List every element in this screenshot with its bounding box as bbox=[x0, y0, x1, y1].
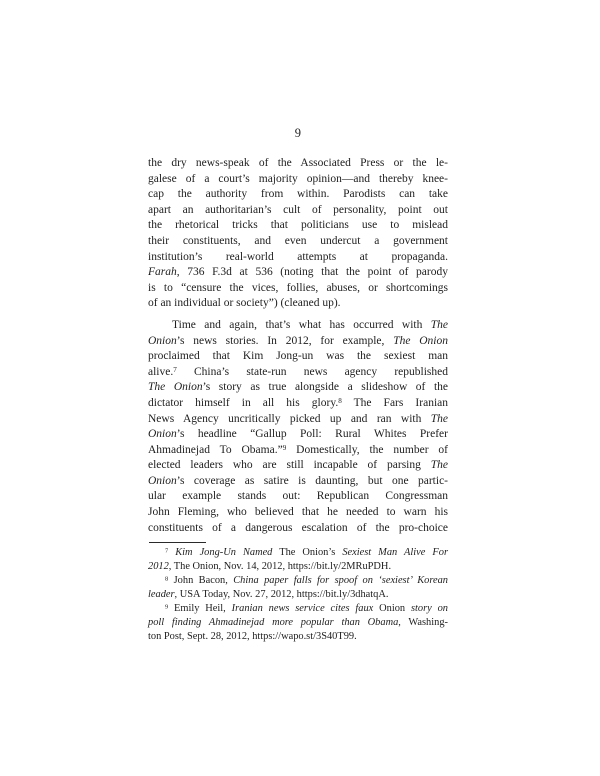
footnote-9 bbox=[148, 602, 448, 644]
text-segment: Domestically, the number of bbox=[286, 443, 448, 456]
italic-text: The bbox=[430, 459, 448, 472]
text-line bbox=[148, 318, 448, 334]
footnote-reference: 7 bbox=[173, 365, 177, 374]
italic-text: The Onion bbox=[148, 381, 203, 394]
footnote-reference: 9 bbox=[165, 603, 169, 611]
text-segment: apart an authoritarian’s cult of personality, point out bbox=[148, 203, 448, 216]
text-line bbox=[148, 234, 448, 250]
paragraph-2 bbox=[148, 318, 448, 536]
text-line bbox=[148, 521, 448, 537]
italic-text: Farah bbox=[148, 266, 177, 279]
footnote-8 bbox=[148, 574, 448, 602]
text-segment: ’s story as true alongside a slideshow of the bbox=[202, 381, 448, 394]
text-segment: China’s state-run news agency republished bbox=[176, 365, 448, 378]
footnote-separator-rule bbox=[149, 542, 206, 543]
text-segment: elected leaders who are still incapable of parsing bbox=[148, 459, 431, 472]
text-segment: John Bacon, bbox=[168, 575, 234, 586]
text-line bbox=[148, 630, 448, 644]
text-line bbox=[148, 265, 448, 281]
text-line bbox=[148, 458, 448, 474]
body-text bbox=[148, 156, 448, 536]
text-segment: of an individual or society”) (cleaned up). bbox=[148, 297, 341, 310]
text-segment: Time and again, that’s what has occurred with bbox=[172, 318, 431, 331]
text-line bbox=[148, 546, 448, 560]
text-segment: ’s news stories. In 2012, for example, bbox=[176, 334, 394, 347]
text-segment: Onion bbox=[373, 603, 411, 614]
text-segment: The Fars Iranian bbox=[341, 396, 448, 409]
italic-text: China paper falls for spoof on ‘sexiest’ Korean bbox=[233, 575, 448, 586]
text-line bbox=[148, 203, 448, 219]
text-segment: , Washing- bbox=[398, 617, 448, 628]
text-segment: dictator himself in all his glory. bbox=[148, 396, 339, 409]
footnote-reference: 7 bbox=[165, 547, 169, 555]
italic-text: Sexiest Man Alive For bbox=[342, 547, 448, 558]
text-segment: ton Post, Sept. 28, 2012, https://wapo.st/3S40T99. bbox=[148, 631, 357, 642]
text-line bbox=[148, 427, 448, 443]
text-segment: , USA Today, Nov. 27, 2012, https://bit.ly/3dhatqA. bbox=[174, 589, 389, 600]
text-segment: proclaimed that Kim Jong-un was the sexiest man bbox=[148, 350, 448, 363]
italic-text: The bbox=[430, 412, 448, 425]
text-line bbox=[148, 602, 448, 616]
text-segment: the dry news-speak of the Associated Press or the le- bbox=[148, 157, 448, 169]
text-line bbox=[148, 156, 448, 172]
text-segment: ’s headline “Gallup Poll: Rural Whites Prefer bbox=[176, 428, 448, 441]
text-line bbox=[148, 505, 448, 521]
text-line bbox=[148, 250, 448, 266]
text-line bbox=[148, 560, 448, 574]
italic-text: The Onion bbox=[393, 334, 448, 347]
text-segment: News Agency uncritically picked up and ran with bbox=[148, 412, 431, 425]
text-segment: alive. bbox=[148, 365, 174, 378]
text-segment: the rhetorical tricks that politicians use to mislead bbox=[148, 219, 448, 232]
text-segment: their constituents, and even undercut a government bbox=[148, 234, 448, 247]
paragraph-1 bbox=[148, 156, 448, 312]
text-line bbox=[148, 187, 448, 203]
footnote-reference: 9 bbox=[282, 443, 287, 452]
italic-text: The bbox=[430, 318, 448, 331]
text-segment: galese of a court’s majority opinion—and thereby knee- bbox=[148, 172, 448, 185]
text-line bbox=[148, 349, 448, 365]
text-line bbox=[148, 281, 448, 297]
italic-text: Kim Jong-Un Named bbox=[175, 547, 273, 558]
text-line bbox=[148, 412, 448, 428]
text-line bbox=[148, 443, 448, 459]
text-segment: ’s coverage as satire is daunting, but one partic- bbox=[176, 474, 448, 487]
page-number: 9 bbox=[294, 126, 302, 140]
italic-text: Onion bbox=[148, 474, 177, 487]
text-segment: is to “censure the vices, follies, abuses, or shortcomings bbox=[148, 281, 448, 294]
text-line bbox=[148, 489, 448, 505]
text-line bbox=[148, 296, 448, 312]
text-line bbox=[148, 380, 448, 396]
text-segment: , 736 F.3d at 536 (noting that the point of parody bbox=[176, 266, 448, 279]
text-line bbox=[148, 616, 448, 630]
text-line bbox=[148, 172, 448, 188]
italic-text: story on bbox=[410, 603, 448, 614]
text-line bbox=[148, 218, 448, 234]
text-segment: The Onion’s bbox=[272, 547, 343, 558]
italic-text: Onion bbox=[148, 428, 177, 441]
text-segment: institution’s real-world attempts at propaganda. bbox=[148, 250, 448, 263]
text-line bbox=[148, 474, 448, 490]
text-line bbox=[148, 588, 448, 602]
text-segment: Emily Heil, bbox=[168, 603, 232, 614]
text-segment: cap the authority from within. Parodists can take bbox=[148, 188, 448, 201]
text-line bbox=[148, 334, 448, 350]
text-line bbox=[148, 574, 448, 588]
text-segment: constituents of a dangerous escalation of the pro-choice bbox=[148, 521, 448, 534]
text-segment: John Fleming, who believed that he needed to warn his bbox=[148, 506, 448, 519]
text-segment: Ahmadinejad To Obama.” bbox=[148, 443, 283, 456]
text-line bbox=[148, 365, 448, 381]
italic-text: leader bbox=[148, 589, 175, 600]
footnote-reference: 8 bbox=[165, 575, 169, 583]
italic-text: poll finding Ahmadinejad more popular than Obama bbox=[148, 617, 399, 628]
italic-text: Iranian news service cites faux bbox=[231, 603, 374, 614]
text-segment: , The Onion, Nov. 14, 2012, https://bit.ly/2MRuPDH. bbox=[168, 561, 392, 572]
text-segment: ular example stands out: Republican Congressman bbox=[148, 490, 448, 503]
text-line bbox=[148, 396, 448, 412]
italic-text: Onion bbox=[148, 334, 177, 347]
footnote-7 bbox=[148, 546, 448, 574]
footnotes bbox=[148, 546, 448, 644]
italic-text: 2012 bbox=[148, 561, 169, 572]
footnote-reference: 8 bbox=[338, 396, 342, 405]
